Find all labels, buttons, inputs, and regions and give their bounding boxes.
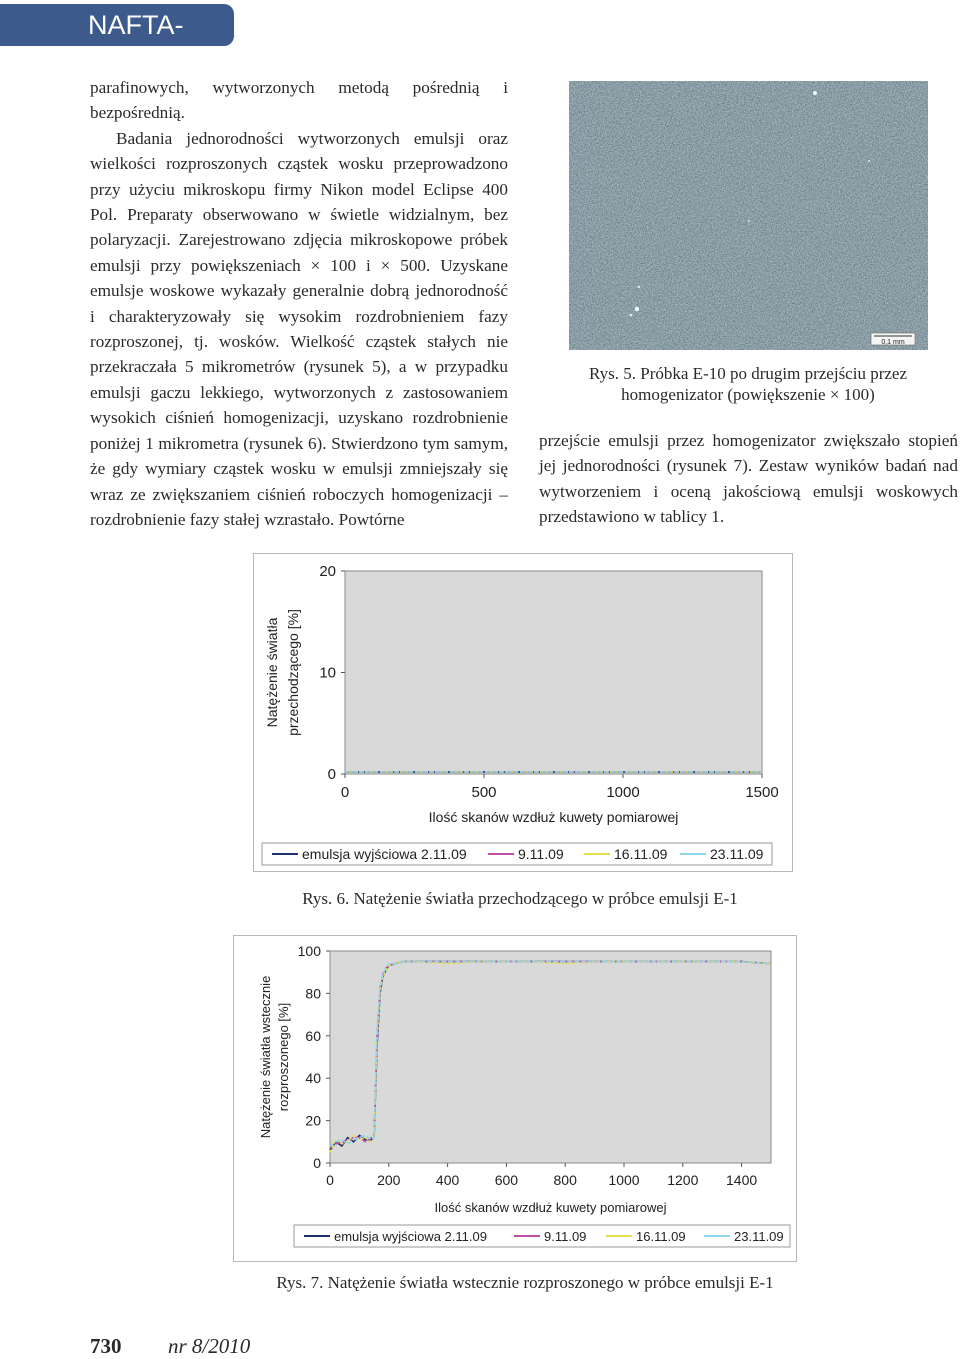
x-axis-label: Ilość skanów wzdłuż kuwety pomiarowej: [434, 1200, 667, 1215]
x-tick-label: 1000: [608, 1172, 640, 1188]
plot-area: [330, 951, 771, 1163]
journal-header-tab: [0, 4, 234, 71]
legend-label: 9.11.09: [544, 1229, 587, 1244]
figure5-caption: [560, 363, 936, 405]
legend-label: 9.11.09: [518, 846, 564, 862]
left-text-column: [90, 75, 508, 532]
x-tick-label: 800: [553, 1172, 577, 1188]
right-paragraph-1: przejście emulsji przez homogenizator zwiększało stopień jej jednorodności (rysunek 7). Zestaw wyników badań nad wytworzeniem i oceną jakościową emulsji woskowych przedstawiono w tablicy 1.: [539, 431, 958, 527]
left-paragraph-2: Badania jednorodności wytworzonych emulsji oraz wielkości rozproszonych cząstek wosku przeprowadzono przy użyciu mikroskopu firmy Nikon model Eclipse 400 Pol. Preparaty obserwowano w świetle widzialnym, bez polaryzacji. Zarejestrowano zdjęcia mikroskopowe próbek emulsji przy powiększeniach × 100 i × 500. Uzyskane emulsje woskowe wykazały generalnie dobrą jednorodność i charakteryzowały się wysokim rozdrobnieniem fazy rozproszonej, tj. wosków. Wielkość cząstek stałych nie przekraczała 5 mikrometrów (rysunek 5), a w przypadku emulsji gaczu lekkiego, wytworzonych z zastosowaniem wysokich ciśnień homogenizacji, uzyskano rozdrobnienie poniżej 1 mikrometra (rysunek 6). Stwierdzono tym samym, że gdy wymiary cząstek wosku w emulsji zmniejszały się wraz ze zwiększaniem ciśnień roboczych homogenizacji – rozdrobnienie fazy stałej wzrastało. Powtórne: [90, 128, 508, 529]
legend-label: 23.11.09: [734, 1229, 784, 1244]
x-tick-label: 500: [471, 784, 497, 801]
y-axis-label-line2: przechodzącego [%]: [285, 609, 301, 736]
figure7-caption: Rys. 7. Natężenie światła wstecznie rozproszonego w próbce emulsji E-1: [276, 1273, 774, 1292]
x-tick-label: 200: [377, 1172, 401, 1188]
x-tick-label: 1200: [667, 1172, 699, 1188]
issue-number: nr 8/2010: [168, 1334, 251, 1358]
legend-label: 23.11.09: [710, 846, 764, 862]
x-tick-label: 1500: [745, 784, 779, 801]
y-tick-label: 40: [305, 1070, 321, 1087]
legend-label: emulsja wyjściowa 2.11.09: [302, 846, 467, 862]
x-tick-label: 1400: [726, 1172, 758, 1188]
right-text-column: [539, 428, 958, 530]
x-tick-label: 0: [326, 1172, 334, 1188]
x-tick-label: 600: [494, 1172, 519, 1188]
figure6-caption: Rys. 6. Natężenie światła przechodzącego w próbce emulsji E-1: [302, 889, 738, 908]
y-tick-label: 20: [319, 563, 336, 580]
y-tick-label: 60: [305, 1027, 321, 1044]
figure7-chart-frame: [233, 935, 797, 1262]
scale-bar-label: 0,1 mm: [881, 339, 905, 346]
y-tick-label: 100: [297, 943, 321, 959]
y-tick-label: 0: [313, 1155, 321, 1171]
plot-area: [345, 571, 762, 774]
y-axis-label-line1: Natężenie światła: [264, 617, 280, 728]
left-paragraph-1: parafinowych, wytworzonych metodą pośrednią i bezpośrednią.: [90, 78, 508, 123]
x-tick-label: 1000: [606, 784, 640, 801]
journal-title: NAFTA-GAZ: [88, 10, 184, 71]
microscope-photo: [569, 81, 928, 350]
legend-label: 16.11.09: [614, 846, 668, 862]
y-axis-label-line2: rozproszonego [%]: [276, 1002, 291, 1112]
figure6-chart: [254, 554, 792, 871]
figure7-chart: [234, 936, 796, 1261]
figure5-caption-line2: homogenizator (powiększenie × 100): [621, 385, 875, 404]
legend-label: emulsja wyjściowa 2.11.09: [334, 1229, 487, 1244]
x-axis-label: Ilość skanów wzdłuż kuwety pomiarowej: [428, 809, 679, 825]
y-tick-label: 10: [319, 664, 336, 682]
x-tick-label: 0: [340, 784, 350, 801]
x-tick-label: 400: [435, 1172, 460, 1188]
figure5-caption-line1: Rys. 5. Próbka E-10 po drugim przejściu przez: [589, 364, 907, 383]
page-number: 730: [90, 1334, 122, 1358]
figure6-chart-frame: [253, 553, 793, 872]
y-axis-label-line1: Natężenie światła wstecznie: [258, 975, 273, 1139]
y-tick-label: 80: [305, 985, 321, 1002]
y-tick-label: 0: [327, 766, 336, 783]
legend-label: 16.11.09: [636, 1229, 686, 1244]
y-tick-label: 20: [305, 1112, 321, 1129]
